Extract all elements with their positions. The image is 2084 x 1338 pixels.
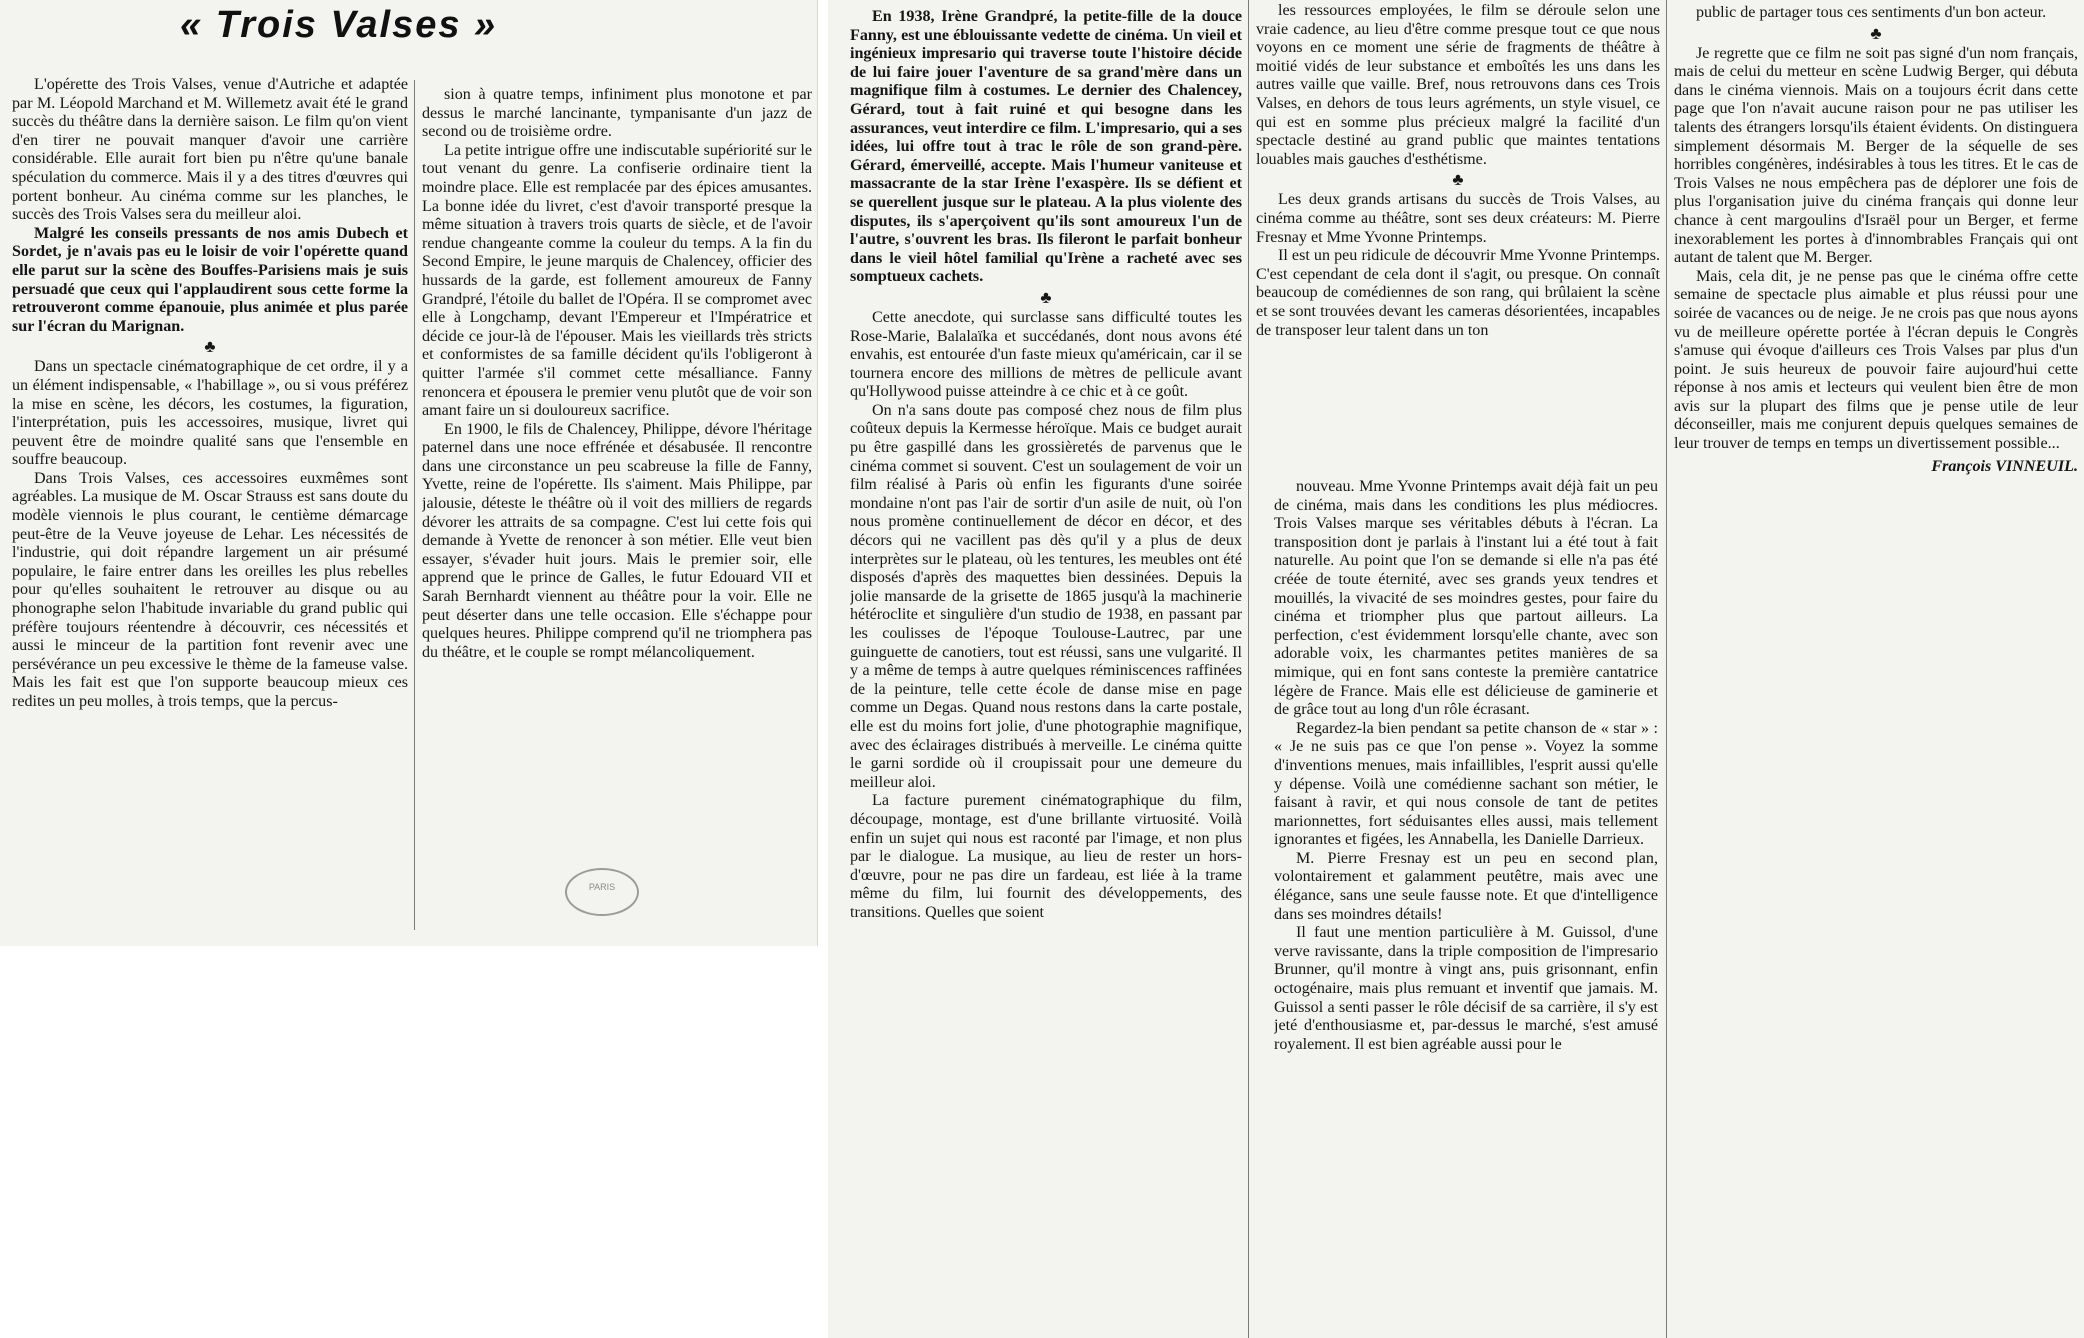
paragraph: public de partager tous ces sentiments d'un bon acteur. xyxy=(1696,4,2047,21)
clipping-left xyxy=(0,0,818,946)
paragraph: nouveau. Mme Yvonne Printemps avait déjà fait un peu de cinéma, mais dans les conditions les plus médiocres. Trois Valses marque ses véritables débuts à l'écran. La transposition dont je parlais à l'instant lui a été tout à fait naturelle. Au point que l'on se demande si elle n'a pas été créée de toute éternité, avec ses grands yeux tendres et mouillés, la vivacité de ses moindres gestes, pour faire du cinéma et triompher plus que partout ailleurs. La perfection, c'est évidemment lorsqu'elle chante, avec son adorable voix, les charmantes petites manières de sa mimique, qui en font sans conteste la première cantatrice légère de France. Mais elle est délicieuse de gaminerie et de grâce tout au long d'un rôle écrasant. xyxy=(1274,478,1658,719)
club-separator: ♣ xyxy=(1040,287,1052,307)
paragraph: En 1938, Irène Grandpré, la petite-fille de la douce Fanny, est une éblouissante vedette de cinéma. Un vieil et ingénieux impresario qui traverse toute l'histoire décide de lui faire jouer l'aventure de sa grand'mère dans un magnifique film à costumes. Le dernier des Chalencey, Gérard, tout à fait ruiné et qui besogne dans les assurances, veut interdire ce film. L'impresario, qui a ses idées, lui offre tout à trac le rôle de son grand-père. Gérard, émerveillé, accepte. Mais l'humeur vaniteuse et massacrante de la star Irène l'exaspère. Ils se défient et se querellent jusque sur le plateau. A la plus violente des disputes, ils s'aperçoivent qu'ils sont amoureux l'un de l'autre, s'ouvrent les bras. Ils fileront le parfait bonheur dans le vieil hôtel familial qu'Irène a racheté avec ses somptueux cachets. xyxy=(850,8,1242,286)
column-3 xyxy=(850,8,1242,1334)
author-signature: François VINNEUIL. xyxy=(1931,457,2078,475)
clipping-right xyxy=(828,0,2084,1338)
paragraph: Dans un spectacle cinématographique de cet ordre, il y a un élément indispensable, « l'habillage », ou si vous préférez la mise en scène, les décors, les costumes, la figuration, l'interprétation, puis les accessoires, musique, livret qui peuvent être de moindre qualité sans que l'ensemble en souffre beaucoup. xyxy=(12,358,408,469)
paragraph: Regardez-la bien pendant sa petite chanson de « star » : « Je ne suis pas ce que l'on pense ». Voyez la somme d'inventions menues, mais infaillibles, l'esprit aussi qu'elle y dépense. Voilà une comédienne sachant son métier, le faisant à ravir, et qui nous console de tant de petites marionnettes, fort séduisantes elles aussi, mais tellement ignorantes et figées, les Annabella, les Danielle Darrieux. xyxy=(1274,719,1658,849)
paragraph: Il faut une mention particulière à M. Guissol, d'une verve ravissante, dans la triple composition de l'impresario Brunner, qu'il montre à vingt ans, puis grisonnant, enfin octogénaire, mais plus remuant et inventif que jamais. M. Guissol a senti passer le rôle décisif de sa carrière, il s'y est jeté d'enthousiasme et, par-dessus le marché, s'est amusé royalement. Il est bien agréable aussi pour le xyxy=(1274,924,1658,1053)
column-6 xyxy=(1674,4,2078,724)
paragraph: En 1900, le fils de Chalencey, Philippe, dévore l'héritage paternel dans une noce effrénée et désabusée. Il rencontre dans une circonstance un peu scabreuse la fille de Fanny, Yvette, reine de l'opérette. Ils s'aiment. Mais Philippe, par jalousie, déteste le théâtre où il voit des milliers de regards dévorer les attraits de sa compagne. C'est lui cette fois qui demande à Yvette de renoncer à son métier. Elle veut bien essayer, s'évader huit jours. Mais le premier soir, elle apprend que le prince de Galles, le futur Edouard VII et Sarah Bernhardt viennent au théâtre pour la voir. Elle ne peut déserter dans une telle occasion. Elle s'échappe pour quelques heures. Philippe comprend qu'il ne triomphera pas du théâtre, et le couple se rompt mélancoliquement. xyxy=(422,420,812,661)
paragraph: L'opérette des Trois Valses, venue d'Autriche et adaptée par M. Léopold Marchand et M. Willemetz avait été le grand succès du théâtre dans la dernière saison. Le film qu'on vient d'en tirer ne pouvait manquer d'avoir une carrière considérable. Elle aurait fort bien pu n'être qu'une banale spéculation du commerce. Mais il y a des titres d'œuvres qui portent bonheur. Au cinéma comme sur les planches, le succès des Trois Valses sera du meilleur aloi. xyxy=(12,76,408,224)
paragraph: Dans Trois Valses, ces accessoires euxmêmes sont agréables. La musique de M. Oscar Strauss est sans doute du modèle viennois le plus courant, le centième démarcage peut-être de la Veuve joyeuse de Lehar. Les nécessités de l'industrie, qui doit répandre largement un air présumé populaire, le faire entrer dans les oreilles les plus rebelles pour qu'elles souhaitent le retrouver au disque ou au phonographe selon l'habitude invariable du grand public qui préfère toujours réentendre à découvrir, ces nécessités et aussi le minceur de la partition font revenir avec une persévérance un peu excessive le thème de la fameuse valse. Mais les fait est que l'on supporte beaucoup mieux ces redites un peu molles, à trois temps, que la percus- xyxy=(12,469,408,710)
paragraph: La petite intrigue offre une indiscutable supériorité sur le tout venant du genre. La confiserie ordinaire tient la moindre place. Elle est remplacée par des épices amusantes. La bonne idée du livret, c'est d'avoir transporté presque la même situation à travers trois quarts de siècle, et de l'avoir rendue changeante comme la couleur du temps. A la fin du Second Empire, le jeune marquis de Chalencey, officier des hussards de la garde, est follement amoureux de Fanny Grandpré, l'étoile du ballet de l'Opéra. Il se compromet avec elle à Longchamp, devant l'Empereur et l'Impératrice et décide ce jour-là de l'épouser. Mais les vieillards très stricts et conformistes de sa famille décident qu'ils l'obligeront à quitter l'armée s'il commet cette mésalliance. Fanny renoncera et épousera le premier venu plutôt que de voir son amant faire un si douloureux sacrifice. xyxy=(422,141,812,420)
paragraph: M. Pierre Fresnay est un peu en second plan, volontairement et galamment peutêtre, mais avec une élégance, sans une seule fausse note. Et que d'intelligence dans ses moindres détails! xyxy=(1274,849,1658,923)
paragraph: Malgré les conseils pressants de nos amis Dubech et Sordet, je n'avais pas eu le loisir de voir l'opérette quand elle parut sur la scène des Bouffes-Parisiens mais je suis persuadé que ceux qui l'applaudirent sous cette forme la retrouveront comme épanouie, plus animée et plus parée sur l'écran du Marignan. xyxy=(12,224,408,335)
column-4 xyxy=(1256,2,1660,472)
column-rule xyxy=(1666,0,1667,1338)
club-separator: ♣ xyxy=(1452,170,1464,190)
paragraph: Il est un peu ridicule de découvrir Mme Yvonne Printemps. C'est cependant de cela dont il s'agit, ou presque. On connaît beaucoup de comédiennes de son rang, qui brûlaient la scène et se sont trouvées devant les cameras désorientées, incapables de transposer leur talent dans un ton xyxy=(1256,247,1660,339)
paragraph: Je regrette que ce film ne soit pas signé d'un nom français, mais de celui du metteur en scène Ludwig Berger, qui débuta dans le cinéma viennois. Mais on a toujours écrit dans cette page que l'on n'avait aucune raison pour ne pas utiliser les talents des étrangers lorsqu'ils étaient évidents. On distinguera simplement désormais M. Berger de la séquelle de ses horribles congénères, indésirables à tous les titres. Et le cas de Trois Valses ne nous empêchera pas de déplorer une fois de plus l'organisation juive du cinéma français qui donne leur chance à cent margoulins d'Israël pour un Berger, et ferme inexorablement les portes à d'innombrables Français qui ont autant de talent que M. Berger. xyxy=(1674,44,2078,267)
paragraph: les ressources employées, le film se déroule selon une vraie cadence, au lieu d'être comme presque tout ce que nous voyons en ce moment une série de fragments de théâtre à moitié vidés de leur substance et emboîtés les uns dans les autres vaille que vaille. Bref, nous retrouvons dans ces Trois Valses, en dehors de tous leurs agréments, un style visuel, ce qui est en somme plus précieux malgré la facilité d'un spectacle destiné au grand public que maintes tentations louables mais gauches d'esthétisme. xyxy=(1256,2,1660,168)
column-1 xyxy=(12,76,408,942)
club-separator: ♣ xyxy=(1870,23,1882,43)
column-2 xyxy=(422,86,812,916)
paragraph: On n'a sans doute pas composé chez nous de film plus coûteux depuis la Kermesse héroïque. Mais ce budget aurait pu être gaspillé dans les grossièretés de parvenus que le cinéma commet si souvent. C'est un soulagement de voir un film réalisé à Paris où enfin les figurants d'une soirée mondaine n'ont pas l'air de sortir d'un asile de nuit, où l'on nous promène continuellement de décor en décor, et des décors qui ne vacillent pas dès qu'il y a plus de deux interprètes sur le plateau, où les tentures, les meubles ont été disposés d'après des maquettes bien dessinées. Depuis la jolie mansarde de la grisette de 1865 jusqu'à la machinerie hétéroclite et singulière d'un studio de 1938, en passant par les coulisses de l'époque Toulouse-Lautrec, par une guinguette de canotiers, tout est réussi, sans une vulgarité. Il y a même de temps à autre quelques réminiscences raffinées de la peinture, telle cette école de danse mise en page comme un Degas. Quand nous restons dans la carte postale, elle est du moins fort jolie, d'une photographie magnifique, avec des éclairages distribués à merveille. Le cinéma quitte le garni sordide où il croupissait pour une demeure du meilleur aloi. xyxy=(850,401,1242,791)
club-separator: ♣ xyxy=(204,337,216,357)
article-title: « Trois Valses » xyxy=(180,4,498,46)
library-stamp: PARIS xyxy=(565,868,639,916)
paragraph: Cette anecdote, qui surclasse sans difficulté toutes les Rose-Marie, Balalaïka et succédanés, dont nous avons été envahis, est entourée d'un faste mieux qu'américain, car il se tournera encore des millions de mètres de pellicule avant qu'Hollywood puisse atteindre à ce chic et à ce goût. xyxy=(850,308,1242,401)
column-5 xyxy=(1274,478,1658,1334)
paragraph: Mais, cela dit, je ne pense pas que le cinéma offre cette semaine de spectacle plus aimable et plus réussi pour une soirée de vacances ou de neige. Je ne crois pas que nous ayons vu de meilleure opérette portée à l'écran depuis le Congrès s'amuse qui évoque d'ailleurs ces Trois Valses par plus d'un point. Je suis heureux de pouvoir faire aujourd'hui cette réponse à nos amis et lecteurs qui veulent bien être de mon avis sur la plupart des films que je pense utile de leur déconseiller, mais me conjurent depuis quelques semaines de leur trouver de temps en temps un divertissement possible... xyxy=(1674,267,2078,453)
paragraph: La facture purement cinématographique du film, découpage, montage, est d'une brillante virtuosité. Voilà enfin un sujet qui nous est raconté par l'image, et non plus par le dialogue. La musique, au lieu de rester un hors-d'œuvre, pour ne pas dire un fardeau, est liée à la trame même du film, lui fournit des développements, des transitions. Quelles que soient xyxy=(850,792,1242,921)
paragraph: sion à quatre temps, infiniment plus monotone et par dessus le marché lancinante, tympanisante d'un jazz de second ou de troisième ordre. xyxy=(422,86,812,141)
paragraph: Les deux grands artisans du succès de Trois Valses, au cinéma comme au théâtre, sont ses deux créateurs: M. Pierre Fresnay et Mme Yvonne Printemps. xyxy=(1256,191,1660,246)
column-rule xyxy=(414,80,415,930)
column-rule xyxy=(1248,0,1249,1338)
